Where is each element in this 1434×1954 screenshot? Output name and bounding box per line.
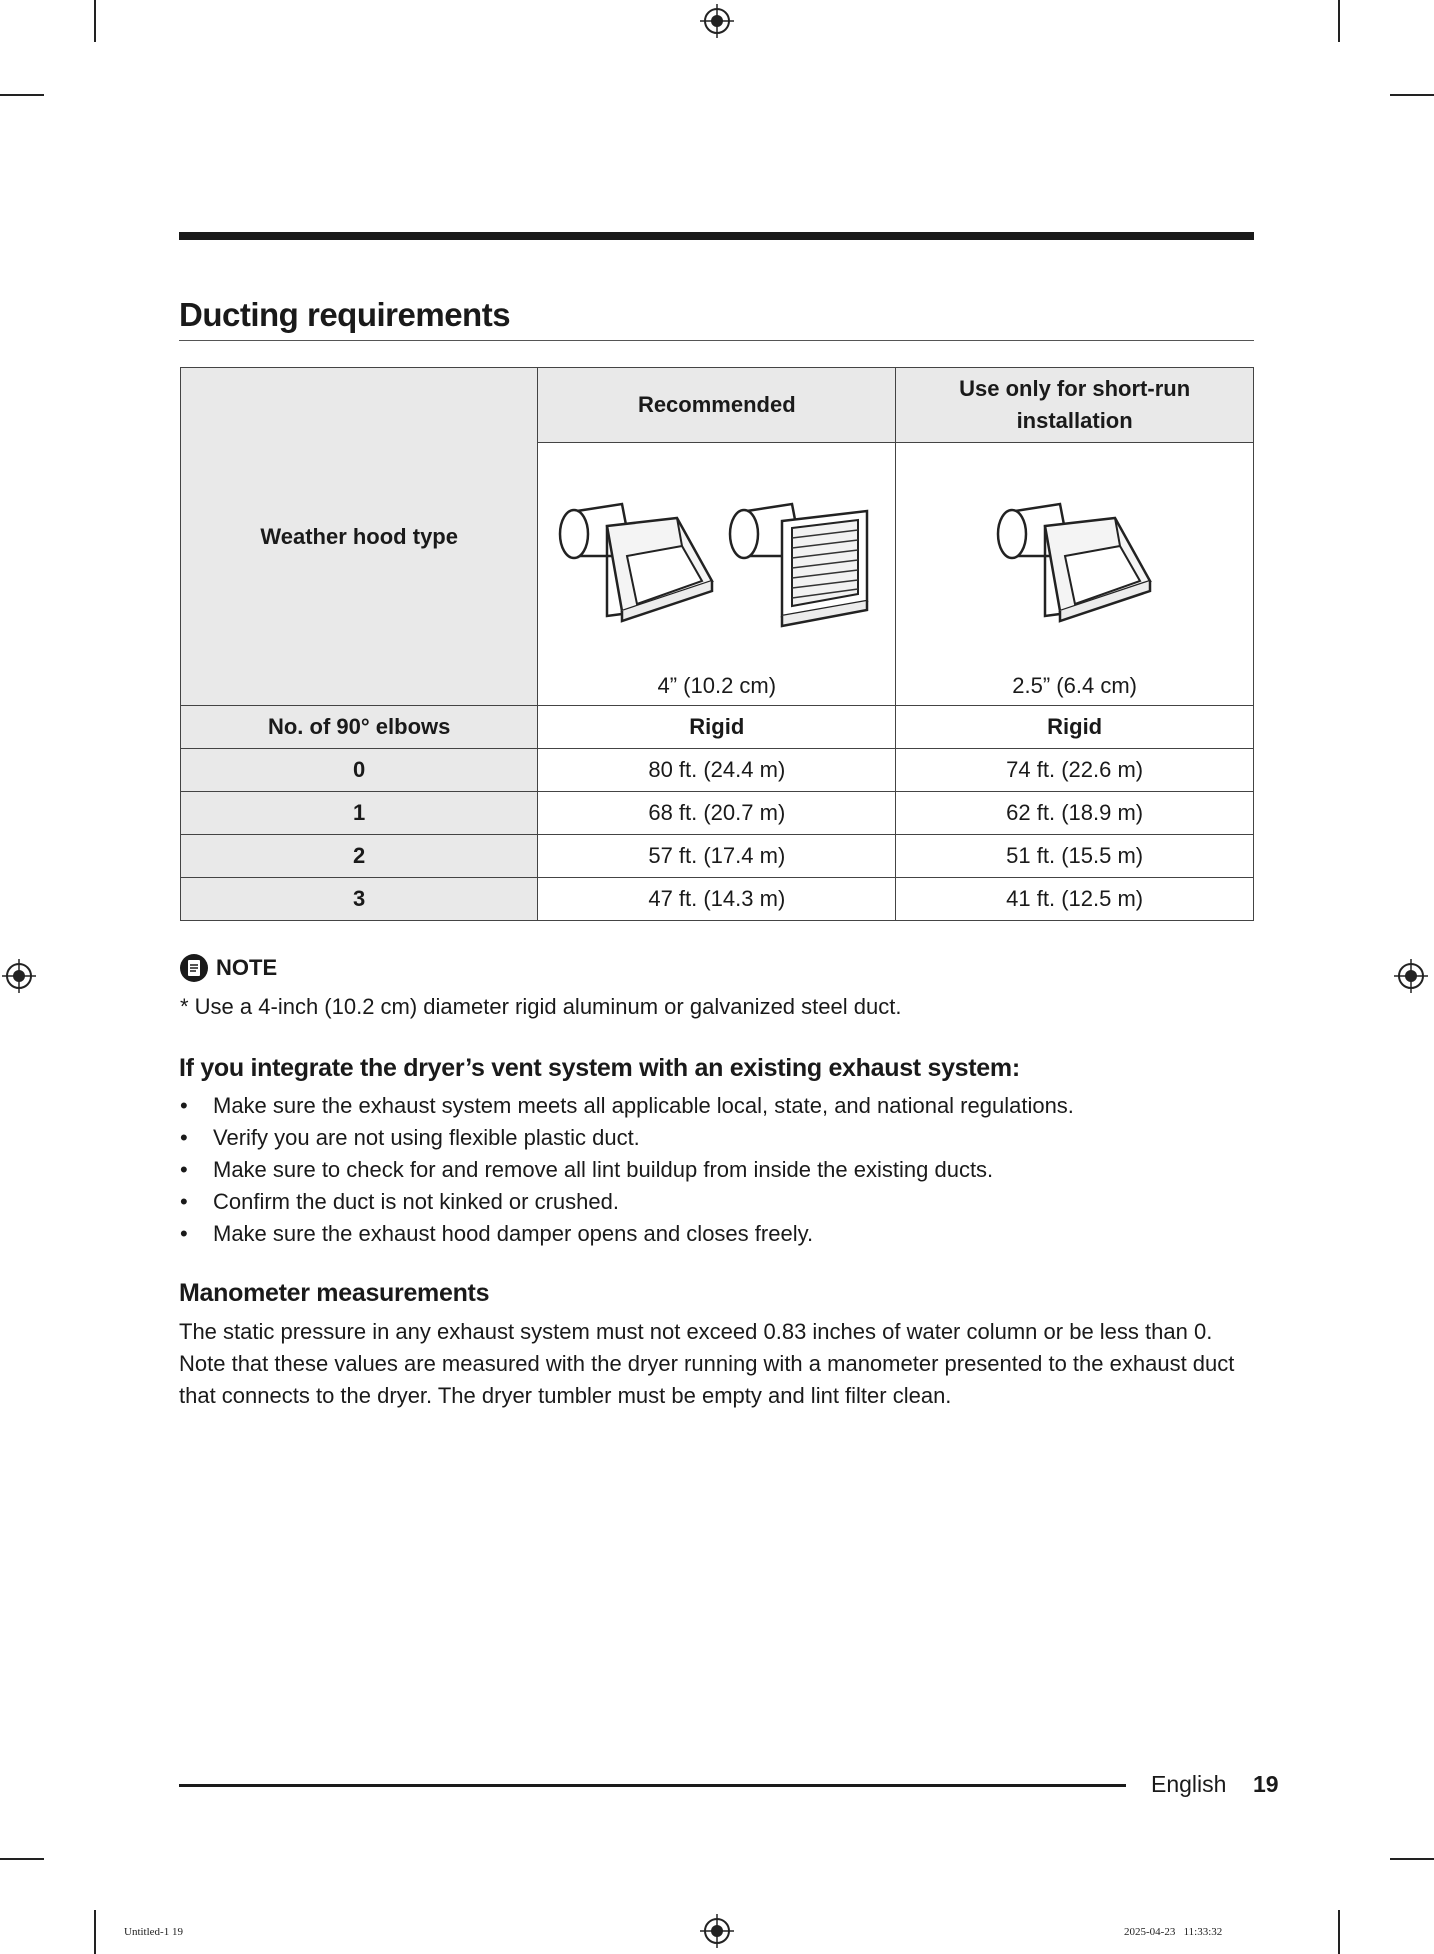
elbows-count: 1 [181,792,538,835]
note-icon [180,954,208,982]
short-run-length: 74 ft. (22.6 m) [896,749,1254,792]
registration-mark-icon [700,4,734,38]
registration-mark-icon [1394,959,1428,993]
hood-type-label: Weather hood type [260,523,458,549]
short-run-header: Use only for short-run installation [896,368,1254,443]
recommended-length: 80 ft. (24.4 m) [538,749,896,792]
manometer-heading: Manometer measurements [179,1279,490,1307]
elbows-count: 2 [181,835,538,878]
list-item: • Make sure the exhaust hood damper opens and closes freely. [180,1218,1074,1250]
elbows-label: No. of 90° elbows [181,706,538,749]
hood-type-label-cell [181,368,538,706]
louvered-hood-icon [722,486,882,646]
crop-mark [1390,1858,1434,1860]
integrate-list [180,1090,1074,1250]
table-row [181,835,1254,878]
list-item: • Make sure the exhaust system meets all applicable local, state, and national regulations. [180,1090,1074,1122]
ducting-table [180,367,1254,921]
list-item: • Verify you are not using flexible plastic duct. [180,1122,1074,1154]
crop-mark [1338,0,1340,42]
recommended-material: Rigid [538,706,896,749]
recommended-hood-cell [538,443,896,706]
page-title: Ducting requirements [179,296,511,333]
elbows-count: 0 [181,749,538,792]
table-row [181,749,1254,792]
recommended-length: 47 ft. (14.3 m) [538,878,896,921]
table-row [181,878,1254,921]
table-row [181,792,1254,835]
crop-mark [94,0,96,42]
short-run-material: Rigid [896,706,1254,749]
recommended-length: 57 ft. (17.4 m) [538,835,896,878]
integrate-heading: If you integrate the dryer’s vent system with an existing exhaust system: [179,1054,1020,1082]
crop-mark [1390,94,1434,96]
top-rule [179,232,1254,240]
recommended-length: 68 ft. (20.7 m) [538,792,896,835]
elbows-count: 3 [181,878,538,921]
angled-hood-icon [990,486,1160,646]
short-run-hood-size: 2.5” (6.4 cm) [1012,673,1137,698]
list-item: • Make sure to check for and remove all lint buildup from inside the existing ducts. [180,1154,1074,1186]
short-run-length: 62 ft. (18.9 m) [896,792,1254,835]
footer-language: English [1151,1771,1227,1797]
recommended-hood-size: 4” (10.2 cm) [657,673,777,698]
print-slug-left: Untitled-1 19 [124,1926,183,1938]
short-run-length: 41 ft. (12.5 m) [896,878,1254,921]
note-label: NOTE [216,955,278,980]
table-row [181,706,1254,749]
angled-hood-icon [552,486,722,646]
page-number: 19 [1253,1771,1279,1797]
crop-mark [0,1858,44,1860]
short-run-hood-cell [896,443,1254,706]
list-item: • Confirm the duct is not kinked or crushed. [180,1186,1074,1218]
table-header-row [181,368,1254,443]
footer-rule [179,1784,1126,1787]
crop-mark [94,1910,96,1954]
title-rule [179,340,1254,341]
short-run-length: 51 ft. (15.5 m) [896,835,1254,878]
recommended-header: Recommended [538,368,896,443]
crop-mark [1338,1910,1340,1954]
print-slug-right: 2025-04-23 11:33:32 [1124,1926,1223,1938]
manometer-text: The static pressure in any exhaust system must not exceed 0.83 inches of water column or be less than 0. Note that these values are measured with the dryer running with a manometer presented to the exhaust duct that connects to the dryer. The dryer tumbler must be empty and lint filter clean. [179,1319,1235,1408]
crop-mark [0,94,44,96]
registration-mark-icon [700,1914,734,1948]
note-heading [180,954,277,982]
registration-mark-icon [2,959,36,993]
note-text: * Use a 4-inch (10.2 cm) diameter rigid aluminum or galvanized steel duct. [180,994,902,1019]
